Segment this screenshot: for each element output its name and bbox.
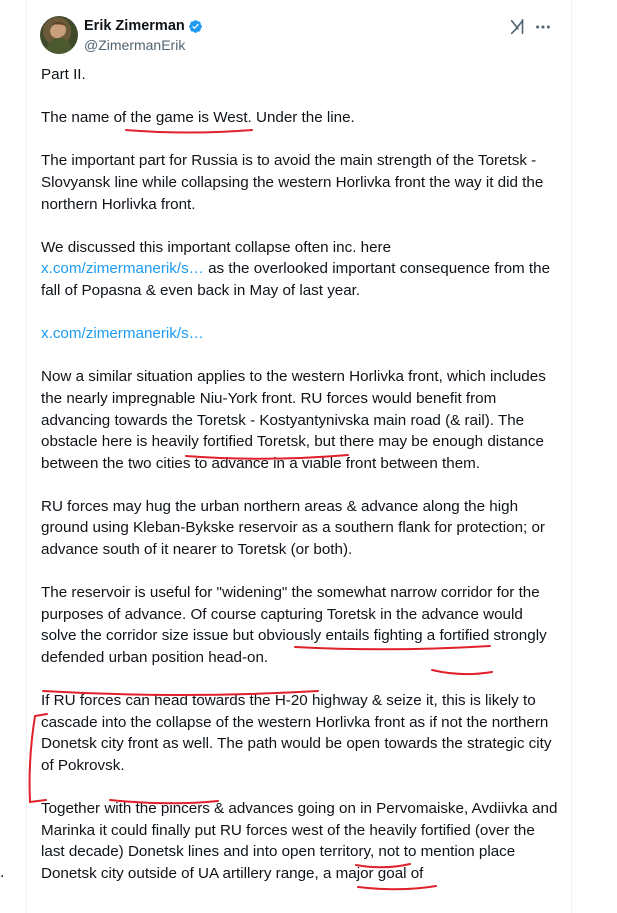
paragraph-4-tail: as the overlooked important consequence from the fall of Popasna & even back in May of last year. bbox=[41, 260, 551, 299]
paragraph-8: The reservoir is useful for "widening" the somewhat narrow corridor for the purposes of advance. Of course capturing Toretsk in the advance would solve the corridor size issue but obviously entails fighting a fortified strongly defended urban position head-on. bbox=[41, 584, 547, 667]
paragraph-7: RU forces may hug the urban northern areas & advance along the high ground using Kleban-Bykske reservoir as a southern flank for protection; or advance south of it nearer to Toretsk (or both). bbox=[41, 497, 545, 559]
display-name-text[interactable]: Erik Zimerman bbox=[84, 18, 185, 34]
paragraph-10: Together with the pincers & advances going on in Pervomaiske, Avdiivka and Marinka it could finally put RU forces west of the heavily fortified (over the last decade) Donetsk lines and into open territory, not to mention place Donetsk city outside of UA artillery range, a major goal of bbox=[41, 800, 558, 882]
paragraph-3: The important part for Russia is to avoid the main strength of the Toretsk - Slovyansk line while collapsing the western Horlivka front the way it did the northern Horlivka front. bbox=[41, 152, 544, 213]
verified-badge-icon bbox=[188, 19, 203, 34]
tweet-link-2[interactable]: x.com/zimermanerik/s… bbox=[41, 325, 204, 343]
more-options-icon[interactable] bbox=[534, 18, 552, 36]
tweet-link-1[interactable]: x.com/zimermanerik/s… bbox=[41, 260, 204, 278]
paragraph-5 bbox=[41, 323, 561, 345]
grok-icon[interactable] bbox=[509, 18, 527, 36]
paragraph-4 bbox=[41, 237, 561, 302]
post-text bbox=[41, 64, 561, 906]
paragraph-4-lead: We discussed this important collapse often inc. here bbox=[41, 238, 392, 256]
author-display-name[interactable] bbox=[84, 17, 203, 35]
paragraph-6: Now a similar situation applies to the western Horlivka front, which includes the nearly impregnable Niu-York front. RU forces would benefit from advancing towards the Toretsk - Kostyantynivska main road (& rail). The obstacle here is heavily fortified Toretsk, but there may be enough distance between the two cities to advance in a viable front between them. bbox=[41, 368, 546, 472]
author-handle[interactable]: @ZimermanErik bbox=[84, 37, 186, 53]
paragraph-1: Part II. bbox=[41, 66, 86, 83]
stray-mark: . bbox=[0, 864, 5, 881]
paragraph-2: The name of the game is West. Under the line. bbox=[41, 109, 355, 127]
author-names bbox=[84, 17, 203, 54]
avatar[interactable] bbox=[40, 16, 78, 54]
post-header bbox=[40, 16, 560, 56]
paragraph-9: If RU forces can head towards the H-20 highway & seize it, this is likely to cascade into the collapse of the western Horlivka front as if not the northern Donetsk city front as well. The path would be open towards the strategic city of Pokrovsk. bbox=[41, 692, 552, 774]
